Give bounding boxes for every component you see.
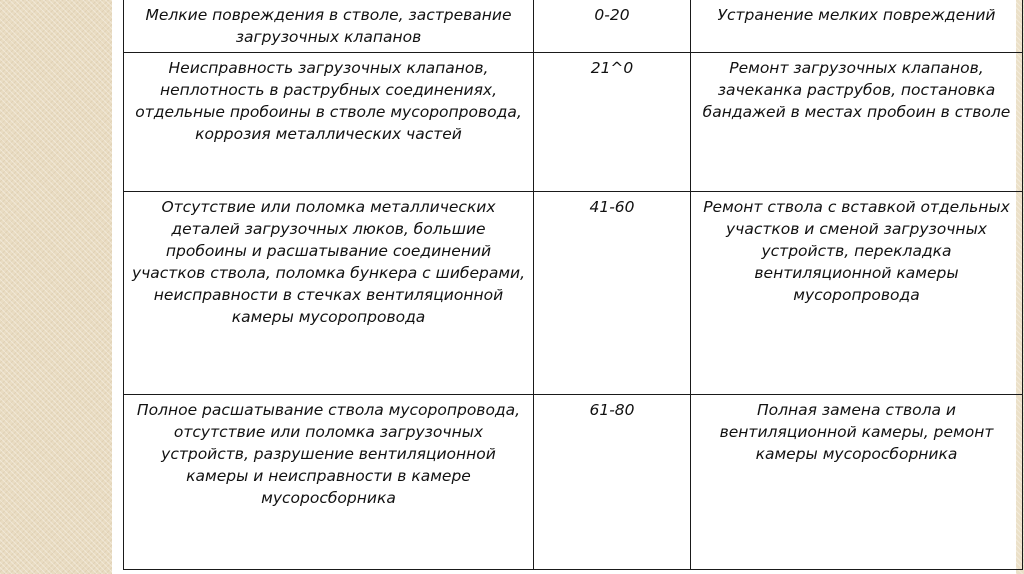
damage-description-cell: Мелкие повреждения в стволе, застревание загрузочных клапанов bbox=[124, 0, 534, 53]
damage-table-container bbox=[123, 0, 1011, 566]
repair-action-cell: Ремонт загрузочных клапанов, зачеканка раструбов, постановка бандажей в местах пробоин в стволе bbox=[691, 53, 1023, 192]
damage-description-cell: Отсутствие или поломка металлических деталей загрузочных люков, большие пробоины и расшатывание соединений участков ствола, поломка бункера с шиберами, неисправности в стечках вентиляционной камеры мусоропровода bbox=[124, 192, 534, 395]
damage-description-cell: Неисправность загрузочных клапанов, неплотность в раструбных соединениях, отдельные пробоины в стволе мусоропровода, коррозия металлических частей bbox=[124, 53, 534, 192]
wear-range-cell: 0-20 bbox=[534, 0, 691, 53]
table-row bbox=[124, 53, 1023, 192]
wear-range-cell: 21^0 bbox=[534, 53, 691, 192]
damage-repair-table bbox=[123, 0, 1023, 570]
table-row bbox=[124, 0, 1023, 53]
wear-range-cell: 41-60 bbox=[534, 192, 691, 395]
table-row bbox=[124, 192, 1023, 395]
repair-action-cell: Полная замена ствола и вентиляционной камеры, ремонт камеры мусоросборника bbox=[691, 395, 1023, 570]
repair-action-cell: Устранение мелких повреждений bbox=[691, 0, 1023, 53]
damage-description-cell: Полное расшатывание ствола мусоропровода, отсутствие или поломка загрузочных устройств, разрушение вентиляционной камеры и неисправности в камере мусоросборника bbox=[124, 395, 534, 570]
wear-range-cell: 61-80 bbox=[534, 395, 691, 570]
repair-action-cell: Ремонт ствола с вставкой отдельных участков и сменой загрузочных устройств, перекладка вентиляционной камеры мусоропровода bbox=[691, 192, 1023, 395]
decorative-side-band bbox=[0, 0, 112, 574]
table-row bbox=[124, 395, 1023, 570]
